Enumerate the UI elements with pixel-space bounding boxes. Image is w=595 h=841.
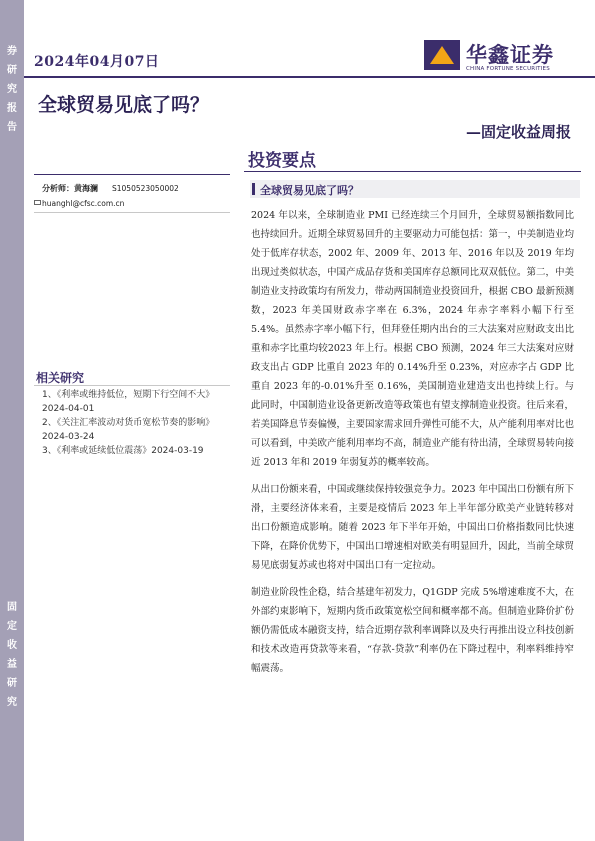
side-char: 固 bbox=[7, 602, 17, 613]
mail-icon bbox=[34, 200, 41, 205]
logo-english-name: CHINA FORTUNE SECURITIES bbox=[466, 66, 550, 72]
side-char: 告 bbox=[7, 122, 17, 133]
report-date: 2024年04月07日 bbox=[34, 54, 160, 70]
related-item[interactable]: 1、《利率或维持低位，短期下行空间不大》2024-04-01 bbox=[42, 390, 210, 414]
related-research-heading: 相关研究 bbox=[36, 371, 85, 385]
side-label-category bbox=[0, 598, 24, 712]
related-research-list bbox=[42, 389, 214, 460]
body-paragraph: 从出口份额来看，中国或继续保持较强竞争力。2023 年中国出口份额有所下滑，主要经济体来看，主要是疫情后 2023 年上半年部分欧美产业链转移对出口份额造成影响。随着 2023 年下半年开始，中国出口价格指数同比快速下降，在降价优势下，中国出口增速相对欧美有明显回升，因此，当前全球贸易见底弱复苏或也将对中国出口有一定拉动。 bbox=[251, 484, 575, 571]
investment-highlights-heading: 投资要点 bbox=[248, 151, 316, 171]
related-divider bbox=[34, 385, 230, 386]
logo-name: 华鑫证券 bbox=[466, 43, 554, 67]
side-label-report-type bbox=[0, 42, 24, 137]
body-paragraph: 2024 年以来，全球制造业 PMI 已经连续三个月回升，全球贸易额指数同比也持续回升。近期全球贸易回升的主要驱动力可能包括：第一，中美制造业均处于低库存状态，2002 年、2009 年、2013 年、2016 年以及 2019 年均出现过类似状态，中国产成品存货和美国库存总额同比双双低位。第二，中美制造业支持政策均有所发力，带动两国制造业投资回升，根据 CBO 最新预测数，2023 年美国财政赤字率在 6.3%，2024 年赤字率料小幅下行至 5.4%。虽然赤字率小幅下行，但拜登任期内出台的三大法案对应财政支出比重和赤字比重均较2023 年上行。根据 CBO 预测，2024 年三大法案对应财政支出占 GDP 比重自 2023 年的 0.14%升至 0.23%，对应赤字占 GDP 比重自 2023 年的-0.01%升至 0.16%，美国制造业建造支出也持续上行。与此同时，中国制造业设备更新改造等政策也有望支撑制造业投资。往后来看，若美国降息节奏偏慢，主要国家需求回升弹性可能不大，从产能利用率对比也可以看到，中美欧产能利用率均不高，制造业产能有待出清，全球贸易转向接近 2013 年和 2019 年弱复苏的概率较高。 bbox=[251, 210, 575, 468]
side-char: 券 bbox=[7, 46, 17, 57]
side-char: 研 bbox=[7, 65, 17, 76]
header-divider bbox=[24, 76, 595, 78]
topic-banner bbox=[250, 180, 580, 198]
side-char: 定 bbox=[7, 621, 17, 632]
side-char: 报 bbox=[7, 103, 17, 114]
analyst-info bbox=[42, 183, 179, 194]
main-body-text bbox=[251, 206, 574, 686]
section-divider bbox=[244, 171, 581, 172]
body-paragraph: 制造业阶段性企稳，结合基建年初发力，Q1GDP 完成 5%增速难度不大，在外部约束影响下，短期内货币政策宽松空间和概率都不高。但制造业降价扩份额仍需低成本融资支持，结合近期存款利率调降以及央行再推出设立科技创新和技术改造再贷款等来看，“存款-贷款”利率仍在下降过程中，利率料维持窄幅震荡。 bbox=[251, 587, 575, 674]
analyst-email[interactable]: huanghl@cfsc.com.cn bbox=[42, 199, 125, 208]
analyst-divider bbox=[34, 212, 230, 213]
related-item[interactable]: 3、《利率或延续低位震荡》2024-03-19 bbox=[42, 446, 204, 456]
related-item[interactable]: 2、《关注汇率波动对货币宽松节奏的影响》2024-03-24 bbox=[42, 418, 210, 442]
side-char: 研 bbox=[7, 678, 17, 689]
report-subtitle: —固定收益周报 bbox=[465, 123, 571, 141]
logo-mark-icon bbox=[424, 40, 460, 70]
side-char: 究 bbox=[7, 84, 17, 95]
side-char: 收 bbox=[7, 640, 17, 651]
analyst-name: 分析师：黄海澜 bbox=[42, 183, 98, 193]
left-column-divider bbox=[34, 174, 230, 175]
side-char: 益 bbox=[7, 659, 17, 670]
topic-title: 全球贸易见底了吗？ bbox=[260, 184, 359, 197]
side-char: 究 bbox=[7, 697, 17, 708]
report-title: 全球贸易见底了吗？ bbox=[38, 94, 210, 116]
analyst-certificate: S1050523050002 bbox=[112, 184, 179, 193]
company-logo bbox=[424, 38, 592, 74]
topic-marker bbox=[252, 183, 255, 195]
